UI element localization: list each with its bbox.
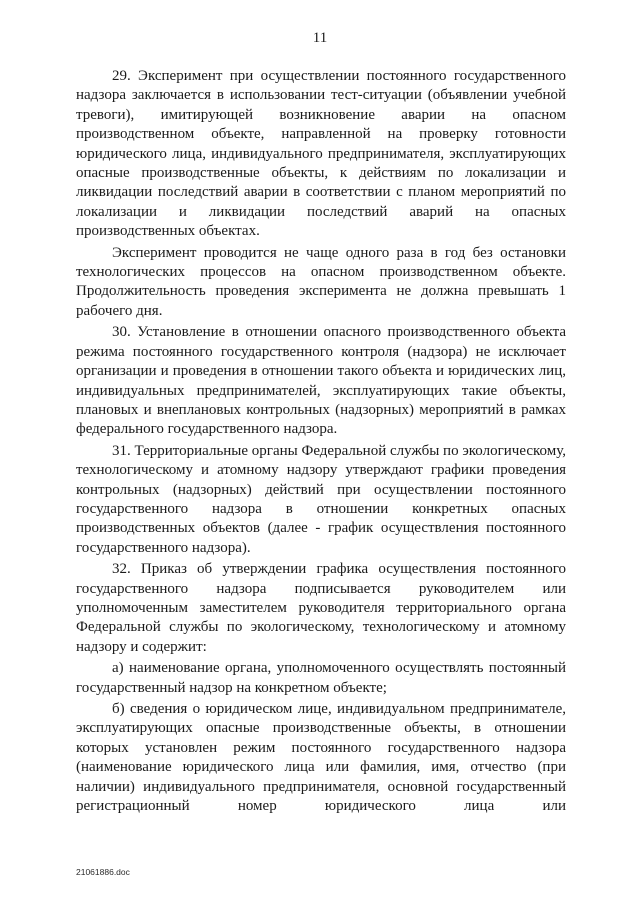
paragraph-32-a: а) наименование органа, уполномоченного осуществлять постоянный государственный надзор на конкретном объекте; [76, 660, 566, 696]
document-body [76, 67, 566, 818]
paragraph-32: 32. Приказ об утверждении графика осуществления постоянного государственного надзора подписывается руководителем или уполномоченным заместителем руководителя территориального органа Федеральной службы по экологическому, технологическому и атомному надзору и содержит: [76, 561, 566, 655]
document-file-id: 21061886.doc [76, 867, 130, 877]
paragraph-29: 29. Эксперимент при осуществлении постоянного государственного надзора заключается в использовании тест-ситуации (объявлении учебной тревоги), имитирующей возникновение аварии на опасном производственном объекте, направленной на проверку готовности юридического лица, индивидуального предпринимателя, эксплуатирующих опасные производственные объекты, к действиям по локализации и ликвидации последствий аварии в соответствии с планом мероприятий по локализации и ликвидации последствий аварий на опасных производственных объектах. [76, 68, 566, 240]
paragraph-32-b: б) сведения о юридическом лице, индивидуальном предпринимателе, эксплуатирующих опасные производственные объекты, в отношении которых установлен режим постоянного государственного надзора (наименование юридического лица или фамилия, имя, отчество (при наличии) индивидуального предпринимателя, основной государственный регистрационный номер юридического лица или [76, 701, 566, 815]
paragraph-experiment: Эксперимент проводится не чаще одного раза в год без остановки технологических процессов на опасном производственном объекте. Продолжительность проведения эксперимента не должна превышать 1 рабочего дня. [76, 244, 566, 319]
paragraph-30: 30. Установление в отношении опасного производственного объекта режима постоянного государственного контроля (надзора) не исключает организации и проведения в отношении такого объекта и юридических лиц, индивидуальных предпринимателей, эксплуатирующих такие объекты, плановых и внеплановых контрольных (надзорных) мероприятий в рамках федерального государственного надзора. [76, 324, 566, 438]
paragraph-31: 31. Территориальные органы Федеральной службы по экологическому, технологическому и атомному надзору утверждают графики проведения контрольных (надзорных) действий при осуществлении постоянного государственного надзора в отношении конкретных опасных производственных объектов (далее - график осуществления постоянного государственного надзора). [76, 442, 566, 556]
page-number: 11 [312, 30, 328, 46]
